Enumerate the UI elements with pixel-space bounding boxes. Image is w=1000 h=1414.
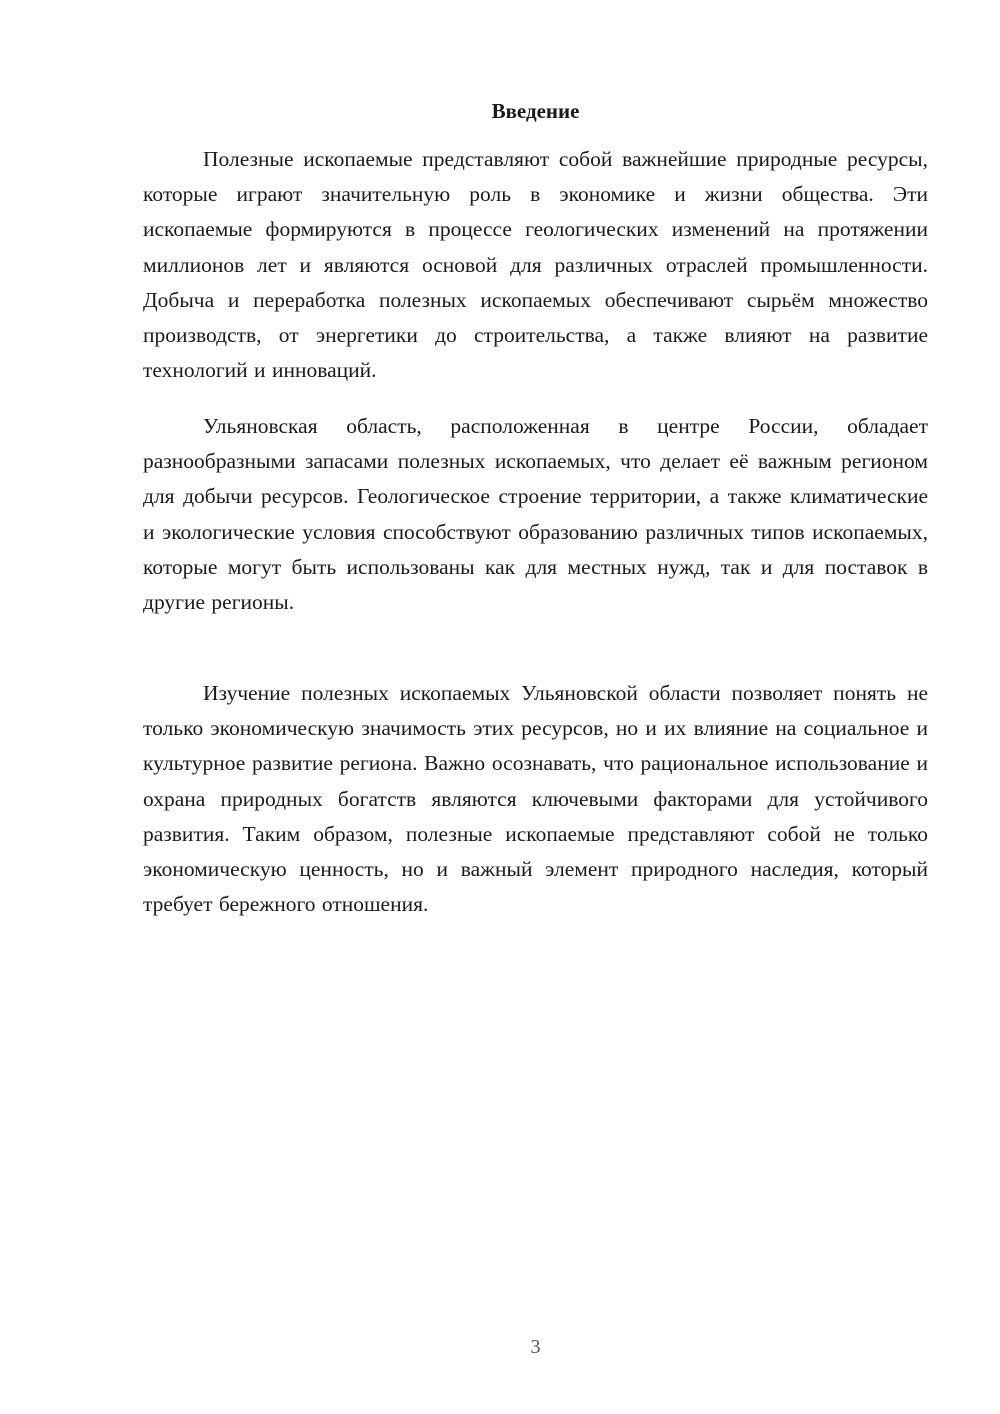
paragraph-1: Полезные ископаемые представляют собой важнейшие природные ресурсы, которые играют значительную роль в экономике и жизни общества. Эти ископаемые формируются в процессе геологических изменений на протяжении миллионов лет и являются основой для различных отраслей промышленности. Добыча и переработка полезных ископаемых обеспечивают сырьём множество производств, от энергетики до строительства, а также влияют на развитие технологий и инноваций.	[143, 147, 928, 383]
page-number: 3	[530, 1336, 541, 1358]
paragraph-2: Ульяновская область, расположенная в центре России, обладает разнообразными запасами полезных ископаемых, что делает её важным регионом для добычи ресурсов. Геологическое строение территории, а также климатические и экологические условия способствуют образованию различных типов ископаемых, которые могут быть использованы как для местных нужд, так и для поставок в другие регионы.	[143, 414, 928, 615]
paragraph-3: Изучение полезных ископаемых Ульяновской области позволяет понять не только экономическую значимость этих ресурсов, но и их влияние на социальное и культурное развитие региона. Важно осознавать, что рациональное использование и охрана природных богатств являются ключевыми факторами для устойчивого развития. Таким образом, полезные ископаемые представляют собой не только экономическую ценность, но и важный элемент природного наследия, который требует бережного отношения.	[143, 681, 928, 917]
section-heading: Введение	[491, 99, 580, 123]
